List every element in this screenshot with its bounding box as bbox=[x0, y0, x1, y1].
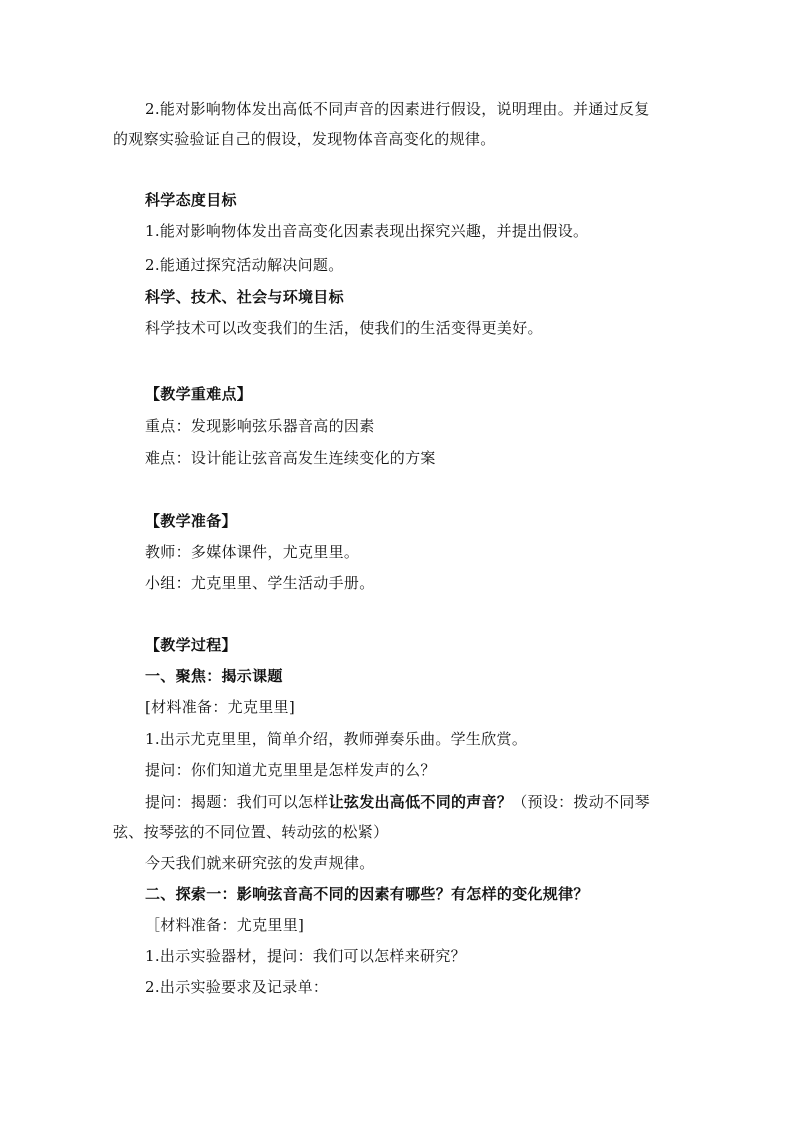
part1-today: 今天我们就来研究弦的发声规律。 bbox=[145, 854, 375, 872]
attitude-heading: 科学态度目标 bbox=[145, 191, 237, 209]
part1-question-2-suffix: （预设：拨动不同琴 bbox=[512, 793, 650, 811]
part1-question-2-emphasis: 让弦发出高低不同的声音？ bbox=[328, 793, 513, 811]
part2-materials: ［材料准备：尤克里里] bbox=[145, 916, 305, 934]
goal-item-2-line-2: 的观察实验验证自己的假设，发现物体音高变化的规律。 bbox=[113, 130, 496, 148]
part1-step-1: 1.出示尤克里里，简单介绍，教师弹奏乐曲。学生欣赏。 bbox=[145, 730, 528, 748]
stse-heading: 科学、技术、社会与环境目标 bbox=[145, 288, 344, 306]
key-points-heading: 【教学重难点】 bbox=[145, 385, 253, 403]
part2-step-2: 2.出示实验要求及记录单： bbox=[145, 978, 329, 996]
part1-materials: [材料准备：尤克里里] bbox=[145, 698, 296, 716]
stse-text: 科学技术可以改变我们的生活，使我们的生活变得更美好。 bbox=[145, 319, 543, 337]
part1-question-2-line-2: 弦、按琴弦的不同位置、转动弦的松紧） bbox=[113, 823, 389, 841]
attitude-item-1: 1.能对影响物体发出音高变化因素表现出探究兴趣，并提出假设。 bbox=[145, 222, 589, 240]
key-point-difficulty: 难点：设计能让弦音高发生连续变化的方案 bbox=[145, 449, 436, 467]
preparation-group: 小组：尤克里里、学生活动手册。 bbox=[145, 574, 375, 592]
part1-heading: 一、聚焦：揭示课题 bbox=[145, 667, 283, 685]
part1-question-2-prefix: 提问：揭题：我们可以怎样 bbox=[145, 793, 329, 811]
attitude-item-2: 2.能通过探究活动解决问题。 bbox=[145, 256, 344, 274]
process-heading: 【教学过程】 bbox=[145, 636, 237, 654]
preparation-heading: 【教学准备】 bbox=[145, 512, 237, 530]
part2-step-1: 1.出示实验器材，提问：我们可以怎样来研究？ bbox=[145, 947, 466, 965]
part2-heading: 二、探索一：影响弦音高不同的因素有哪些？有怎样的变化规律？ bbox=[145, 885, 589, 903]
preparation-teacher: 教师：多媒体课件，尤克里里。 bbox=[145, 543, 360, 561]
key-point-focus: 重点：发现影响弦乐器音高的因素 bbox=[145, 417, 375, 435]
part1-question-2 bbox=[145, 792, 650, 812]
part1-question-1: 提问：你们知道尤克里里是怎样发声的么？ bbox=[145, 761, 436, 779]
goal-item-2-line-1: 2.能对影响物体发出高低不同声音的因素进行假设，说明理由。并通过反复 bbox=[145, 100, 650, 118]
